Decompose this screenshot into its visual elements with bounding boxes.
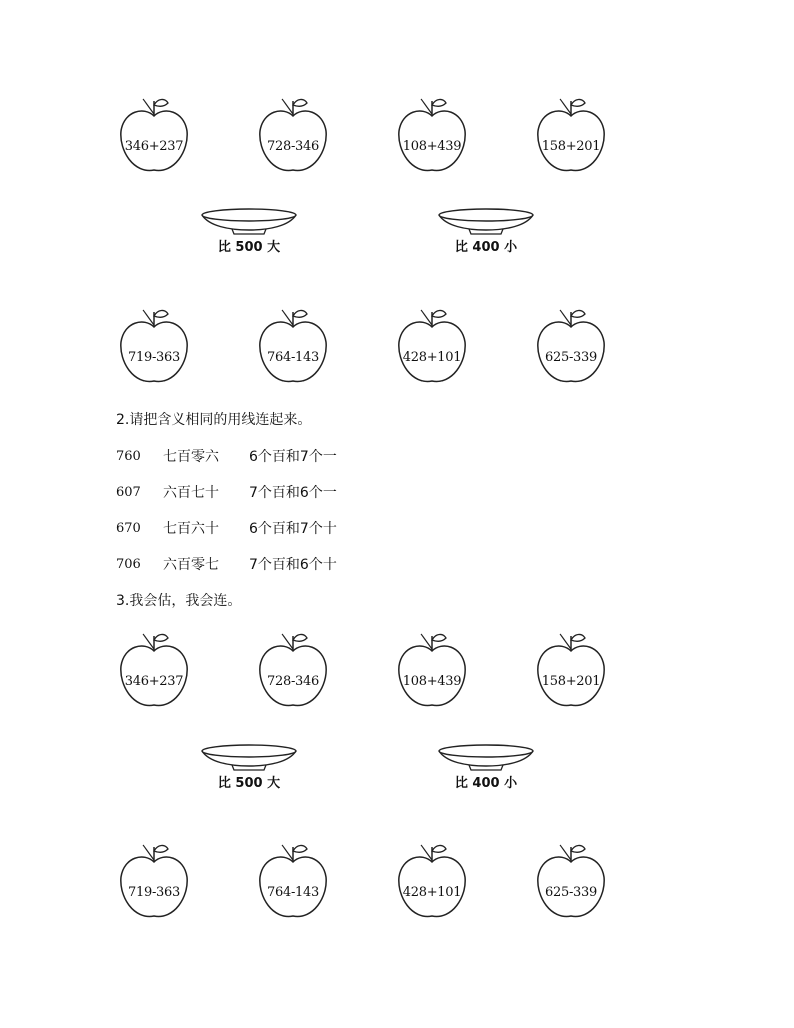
apple-expression: 346+237	[124, 139, 184, 154]
match-place-value[interactable]: 6个百和7个一	[249, 449, 337, 465]
plate-target[interactable]	[199, 742, 299, 802]
apple-card[interactable]	[392, 631, 472, 715]
apple-card[interactable]	[392, 307, 472, 391]
apple-icon	[531, 631, 611, 715]
match-place-value[interactable]: 7个百和6个一	[249, 485, 337, 501]
apple-icon	[253, 96, 333, 180]
apple-row-bottom-3	[0, 842, 794, 926]
apple-icon	[531, 307, 611, 391]
plate-row-1	[0, 206, 794, 266]
apple-row-top-1	[0, 96, 794, 180]
match-word[interactable]: 七百零六	[163, 449, 219, 465]
apple-card[interactable]	[253, 307, 333, 391]
apple-expression: 158+201	[541, 139, 601, 154]
match-row	[0, 520, 794, 540]
apple-expression: 719-363	[128, 885, 180, 900]
apple-card[interactable]	[531, 96, 611, 180]
apple-card[interactable]	[531, 307, 611, 391]
apple-expression: 728-346	[267, 674, 319, 689]
apple-icon	[392, 96, 472, 180]
plate-label: 比 500 大	[217, 240, 281, 255]
apple-expression: 728-346	[267, 139, 319, 154]
apple-icon	[114, 307, 194, 391]
apple-card[interactable]	[114, 96, 194, 180]
apple-expression: 158+201	[541, 674, 601, 689]
apple-icon	[114, 96, 194, 180]
match-row	[0, 448, 794, 468]
plate-label: 比 400 小	[454, 776, 518, 791]
apple-card[interactable]	[253, 631, 333, 715]
match-number[interactable]: 670	[116, 521, 141, 536]
apple-row-bottom-1	[0, 307, 794, 391]
plate-icon	[199, 742, 299, 772]
apple-card[interactable]	[114, 631, 194, 715]
section2-heading: 2.请把含义相同的用线连起来。	[116, 412, 312, 428]
apple-expression: 625-339	[545, 350, 597, 365]
plate-icon	[436, 742, 536, 772]
apple-card[interactable]	[114, 307, 194, 391]
apple-icon	[392, 307, 472, 391]
apple-expression: 625-339	[545, 885, 597, 900]
plate-row-3	[0, 742, 794, 802]
apple-icon	[253, 842, 333, 926]
apple-expression: 108+439	[402, 674, 462, 689]
apple-icon	[392, 842, 472, 926]
match-number[interactable]: 706	[116, 557, 141, 572]
match-word[interactable]: 七百六十	[163, 521, 219, 537]
match-word[interactable]: 六百零七	[163, 557, 219, 573]
apple-expression: 428+101	[402, 350, 462, 365]
match-row	[0, 484, 794, 504]
apple-expression: 764-143	[267, 885, 319, 900]
apple-icon	[531, 842, 611, 926]
apple-card[interactable]	[531, 631, 611, 715]
apple-card[interactable]	[531, 842, 611, 926]
plate-label: 比 400 小	[454, 240, 518, 255]
apple-card[interactable]	[253, 842, 333, 926]
apple-expression: 108+439	[402, 139, 462, 154]
plate-icon	[199, 206, 299, 236]
apple-card[interactable]	[392, 96, 472, 180]
plate-label: 比 500 大	[217, 776, 281, 791]
apple-icon	[114, 631, 194, 715]
apple-expression: 428+101	[402, 885, 462, 900]
apple-expression: 346+237	[124, 674, 184, 689]
plate-icon	[436, 206, 536, 236]
apple-expression: 764-143	[267, 350, 319, 365]
apple-icon	[253, 307, 333, 391]
apple-icon	[114, 842, 194, 926]
apple-card[interactable]	[392, 842, 472, 926]
section3-heading: 3.我会估，我会连。	[116, 593, 242, 609]
apple-icon	[392, 631, 472, 715]
plate-target[interactable]	[436, 742, 536, 802]
match-place-value[interactable]: 7个百和6个十	[249, 557, 337, 573]
apple-card[interactable]	[253, 96, 333, 180]
match-row	[0, 556, 794, 576]
match-number[interactable]: 760	[116, 449, 141, 464]
match-number[interactable]: 607	[116, 485, 141, 500]
plate-target[interactable]	[199, 206, 299, 266]
match-word[interactable]: 六百七十	[163, 485, 219, 501]
apple-expression: 719-363	[128, 350, 180, 365]
apple-icon	[531, 96, 611, 180]
plate-target[interactable]	[436, 206, 536, 266]
apple-row-top-3	[0, 631, 794, 715]
match-place-value[interactable]: 6个百和7个十	[249, 521, 337, 537]
apple-card[interactable]	[114, 842, 194, 926]
apple-icon	[253, 631, 333, 715]
